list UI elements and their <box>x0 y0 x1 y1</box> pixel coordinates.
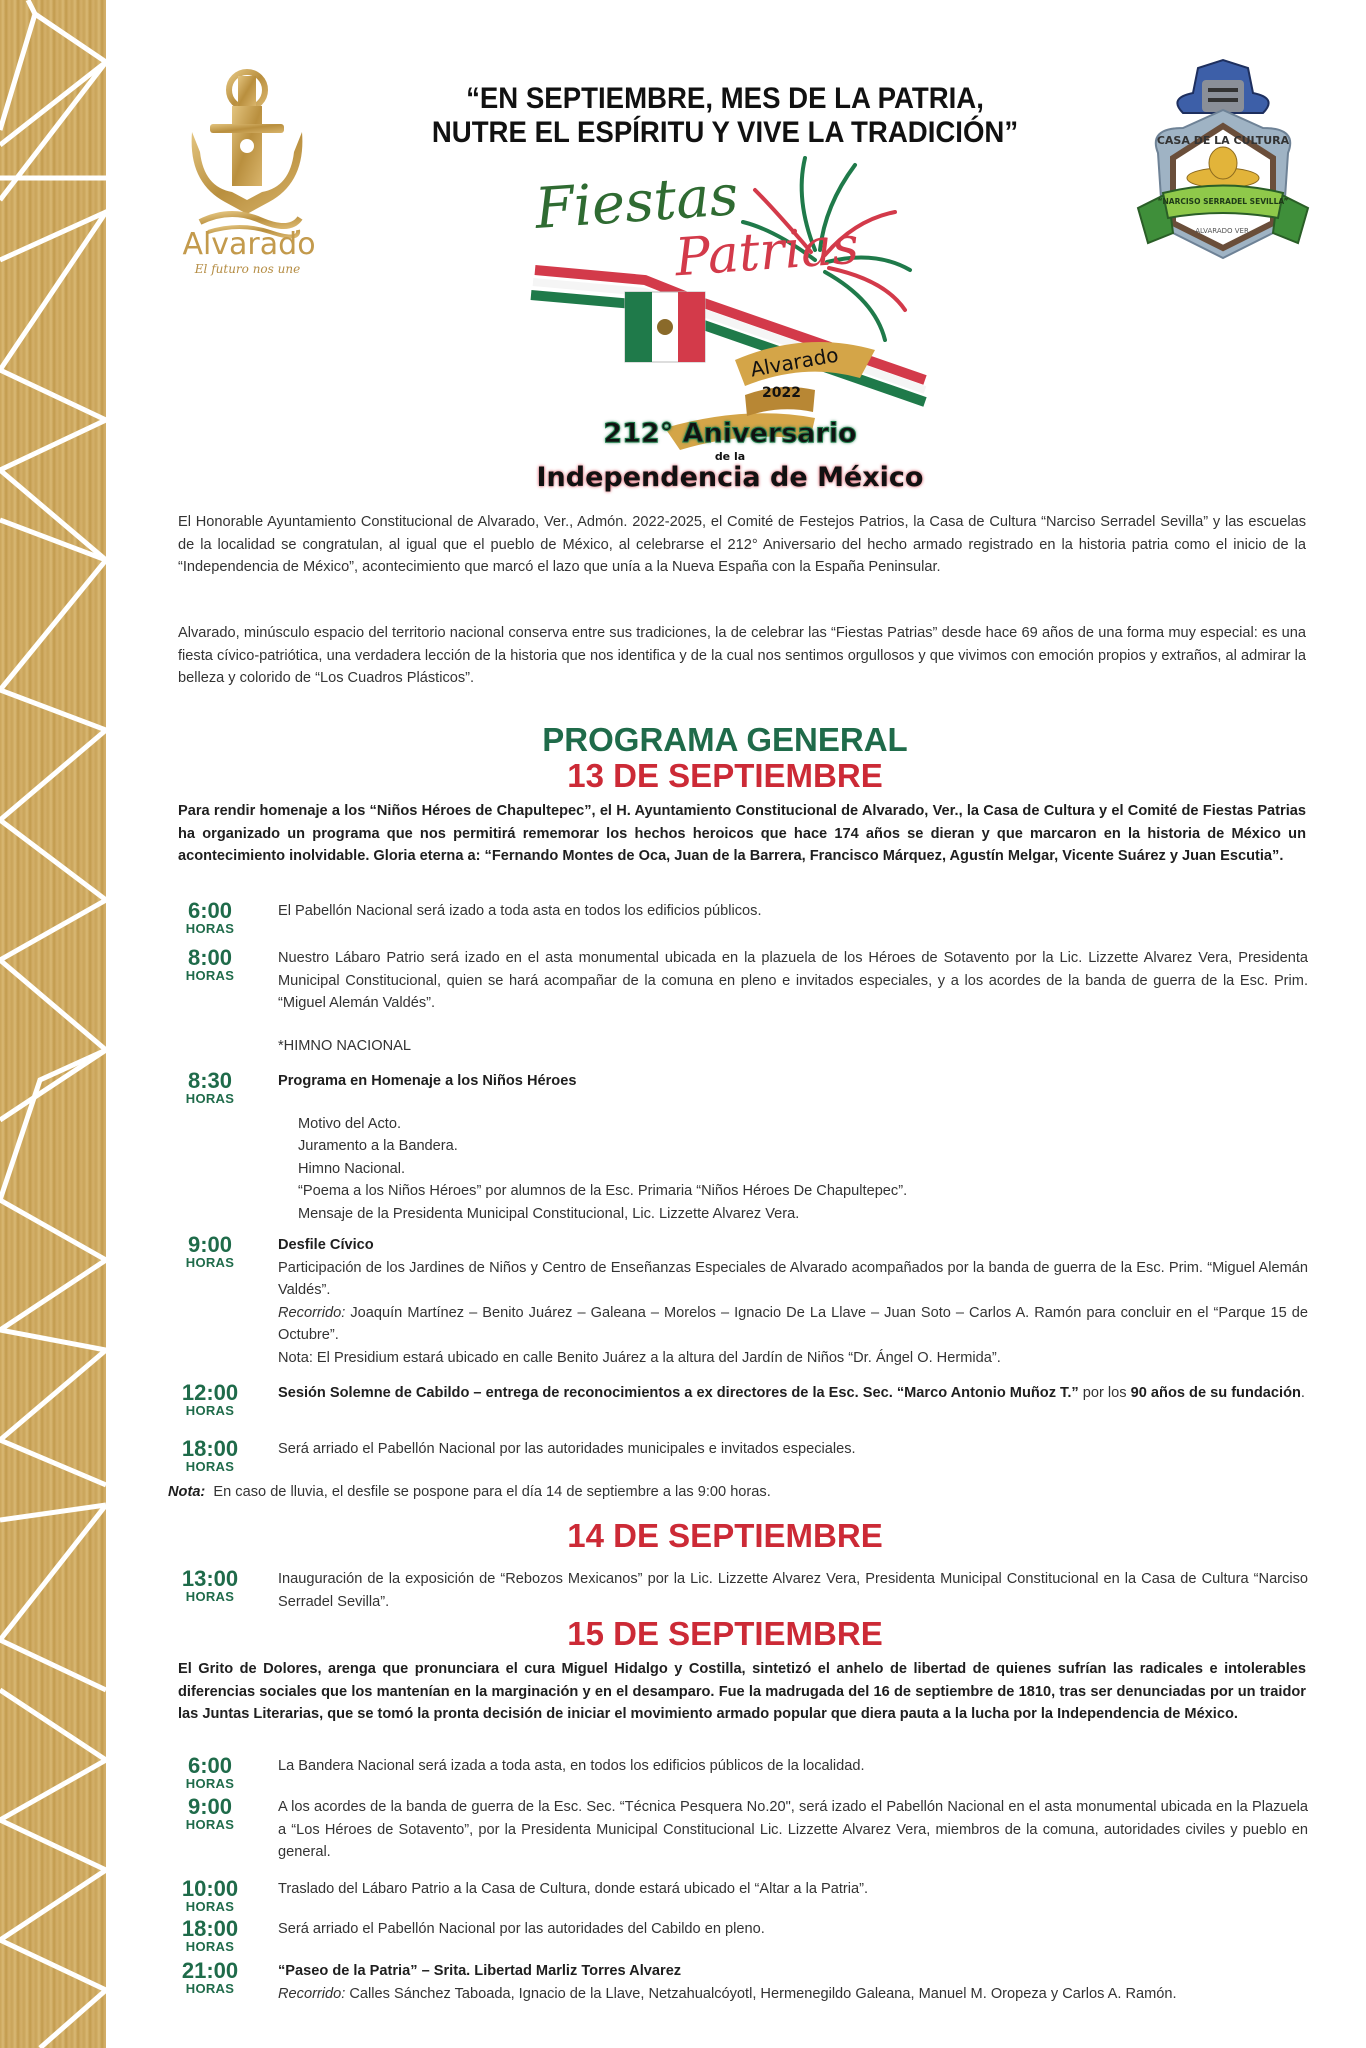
program-title: PROGRAMA GENERAL <box>542 721 908 758</box>
headline-line-2: NUTRE EL ESPÍRITU Y VIVE LA TRADICIÓN” <box>431 116 1019 149</box>
intro-paragraph-2: Alvarado, minúsculo espacio del territorio nacional conserva entre sus tradiciones, la de celebrar las “Fiestas Patrias” desde hace 69 años de una forma muy especial: es una fiesta cívico-patriótica, una verdadera lección de la historia que nos identifica y de la cual nos sentimos orgullosos y que vivimos con emoción propios y extraños, al admirar la belleza y colorido de “Los Cuadros Plásticos”. <box>178 625 1306 686</box>
event-route: Recorrido: Calles Sánchez Taboada, Ignacio de la Llave, Netzahualcóyotl, Hermenegildo Galeana, Manuel M. Oropeza y Carlos A. Ramón. <box>278 1985 1177 2002</box>
svg-text:CASA DE LA CULTURA: CASA DE LA CULTURA <box>1156 134 1290 147</box>
event-title: “Paseo de la Patria” – Srita. Libertad Marliz Torres Alvarez <box>278 1963 682 1979</box>
ribbon-year-text: 2022 <box>762 385 801 401</box>
list-item: “Poema a los Niños Héroes” por alumnos de la Esc. Primaria “Niños Héroes De Chapultepec”. <box>298 1183 908 1199</box>
headline <box>362 82 1089 150</box>
casa-de-cultura-emblem <box>1128 58 1318 288</box>
day-15-intro: El Grito de Dolores, arenga que pronunciara el cura Miguel Hidalgo y Costilla, sintetizó el anhelo de libertad de quienes sufrían las radicales e intolerables diferencias sociales que los mantenían en la marginación y en el desamparo. Fue la madrugada del 16 de septiembre de 1810, tras ser denunciadas por un traidor las Juntas Literarias, que se tomó la pronta decisión de iniciar el movimiento armado popular que diera pauta a la lucha por la Independencia de México. <box>178 1661 1306 1722</box>
event-text: Participación de los Jardines de Niños y Centro de Enseñanzas Especiales de Alvarado acompañados por la banda de guerra de la Esc. Prim. “Miguel Alemán Valdés”. <box>278 1259 1308 1298</box>
event-text: Será arriado el Pabellón Nacional por las autoridades del Cabildo en pleno. <box>278 1921 765 1937</box>
event-note: Nota: El Presidium estará ubicado en calle Benito Juárez a la altura del Jardín de Niños “Dr. Ángel O. Hermida”. <box>278 1349 1001 1366</box>
fiestas-script-text: Fiestas <box>532 162 741 243</box>
headline-line-1: “EN SEPTIEMBRE, MES DE LA PATRIA, <box>466 82 984 115</box>
ribbon-alvarado-text: Alvarado <box>748 342 841 382</box>
gold-decorative-border <box>0 0 106 2048</box>
independencia-text: Independencia de México <box>536 462 924 493</box>
shield-emblem-icon <box>1128 58 1318 288</box>
event-time: 18:00 HORAS <box>181 1916 239 1954</box>
day-14-title: 14 DE SEPTIEMBRE <box>567 1517 883 1554</box>
event-text: Será arriado el Pabellón Nacional por las autoridades municipales e invitados especiales. <box>278 1441 856 1457</box>
event-time: 21:00 HORAS <box>181 1958 239 1996</box>
event-extra: *HIMNO NACIONAL <box>278 1037 411 1054</box>
event-text: Inauguración de la exposición de “Rebozos Mexicanos” por la Lic. Lizzette Alvarez Vera, Presidenta Municipal Constitucional en la Casa de Cultura “Narciso Serradel Sevilla”. <box>278 1571 1308 1610</box>
event-title: Desfile Cívico <box>278 1237 374 1253</box>
event-time: 12:00 HORAS <box>181 1380 239 1418</box>
event-time: 13:00 HORAS <box>181 1566 239 1604</box>
event-time: 6:00 HORAS <box>185 1753 235 1791</box>
event-text: Sesión Solemne de Cabildo – entrega de reconocimientos a ex directores de la Esc. Sec. “Marco Antonio Muñoz T.” por los 90 años de su fundación. <box>278 1385 1305 1401</box>
event-text: A los acordes de la banda de guerra de la Esc. Sec. “Técnica Pesquera No.20", será izado el Pabellón Nacional en el asta monumental ubicada en la Plazuela a “Los Héroes de Sotavento”, por la Presidenta Municipal Constitucional Lic. Lizzette Alvarez Vera, miembros de la comuna, autoridades civiles y pueblo en general. <box>278 1799 1308 1860</box>
list-item: Motivo del Acto. <box>298 1115 402 1132</box>
event-time: 9:00 HORAS <box>185 1232 235 1270</box>
list-item: Himno Nacional. <box>298 1160 406 1177</box>
day-13-title: 13 DE SEPTIEMBRE <box>567 757 883 794</box>
event-time: 8:00 HORAS <box>185 945 235 983</box>
fiestas-patrias-logo <box>515 150 945 510</box>
event-time: 8:30 HORAS <box>185 1068 235 1106</box>
event-title: Programa en Homenaje a los Niños Héroes <box>278 1073 577 1089</box>
patrias-script-text: Patrias <box>673 215 861 289</box>
intro-paragraph-1: El Honorable Ayuntamiento Constitucional de Alvarado, Ver., Admón. 2022-2025, el Comité de Festejos Patrios, la Casa de Cultura “Narciso Serradel Sevilla” y las escuelas de la localidad se congratulan, al igual que el pueblo de México, al celebrarse el 212° Aniversario del hecho armado registrado en la historia patria como el inicio de la “Independencia de México”, acontecimiento que marcó el lazo que unía a la Nueva España con la España Peninsular. <box>178 514 1306 575</box>
svg-text:ALVARADO VER.: ALVARADO VER. <box>1195 227 1251 235</box>
svg-text:“NARCISO SERRADEL SEVILLA”: “NARCISO SERRADEL SEVILLA” <box>1157 197 1289 206</box>
event-text: Nuestro Lábaro Patrio será izado en el asta monumental ubicada en la plazuela de los Héroes de Sotavento por la Lic. Lizzette Alvarez Vera, Presidenta Municipal Constitucional, quien se hará acompañar de la comuna en pleno e invitados especiales, y a los acordes de la banda de guerra de la Esc. Prim. “Miguel Alemán Valdés”. <box>278 950 1308 1011</box>
event-time: 9:00 HORAS <box>185 1794 235 1832</box>
event-time: 10:00 HORAS <box>181 1876 239 1914</box>
event-time: 18:00 HORAS <box>181 1436 239 1474</box>
list-item: Juramento a la Bandera. <box>298 1138 458 1154</box>
event-text: El Pabellón Nacional será izado a toda asta en todos los edificios públicos. <box>278 903 762 919</box>
event-items <box>278 1113 1308 1226</box>
day-13-intro: Para rendir homenaje a los “Niños Héroes de Chapultepec”, el H. Ayuntamiento Constitucional de Alvarado, Ver., la Casa de Cultura y el Comité de Fiestas Patrias ha organizado un programa que nos permitirá rememorar los hechos heroicos que hace 174 años se dieran y que marcaron en la historia de México un acontecimiento inolvidable. Gloria eterna a: “Fernando Montes de Oca, Juan de la Barrera, Francisco Márquez, Agustín Melgar, Vicente Suárez y Juan Escutia”. <box>178 803 1306 864</box>
event-text: La Bandera Nacional será izada a toda asta, en todos los edificios públicos de la localidad. <box>278 1758 865 1774</box>
geometric-lines <box>0 0 106 2048</box>
de-la-text: de la <box>714 450 746 463</box>
event-time: 6:00 HORAS <box>185 898 235 936</box>
list-item: Mensaje de la Presidenta Municipal Constitucional, Lic. Lizzette Alvarez Vera. <box>298 1205 800 1222</box>
rain-note: Nota: En caso de lluvia, el desfile se pospone para el día 14 de septiembre a las 9:00 horas. <box>168 1484 771 1500</box>
alvarado-logo <box>170 62 325 277</box>
day-15-title: 15 DE SEPTIEMBRE <box>567 1615 883 1652</box>
event-text: Traslado del Lábaro Patrio a la Casa de Cultura, donde estará ubicado el “Altar a la Patria”. <box>278 1881 869 1897</box>
alvarado-logo-tagline: El futuro nos une <box>194 262 301 276</box>
event-route: Recorrido: Joaquín Martínez – Benito Juárez – Galeana – Morelos – Ignacio De La Llave – Juan Soto – Carlos A. Ramón para concluir en el “Parque 15 de Octubre”. <box>278 1304 1308 1343</box>
anniversary-text: 212° Aniversario <box>603 418 857 449</box>
alvarado-logo-text: Alvarado <box>182 227 316 262</box>
